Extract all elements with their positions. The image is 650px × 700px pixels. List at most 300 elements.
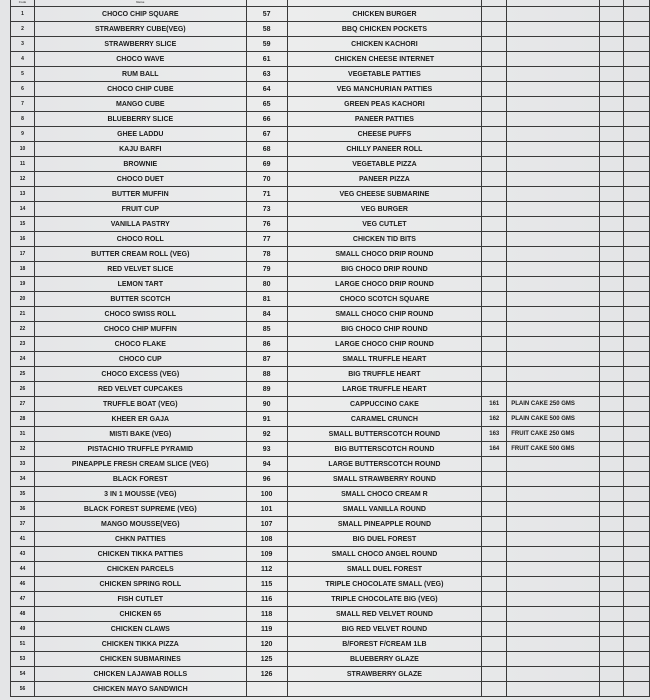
table-row	[11, 397, 650, 412]
empty-cell	[624, 202, 650, 217]
item-code-3	[482, 457, 507, 472]
empty-cell	[600, 142, 624, 157]
empty-cell	[600, 82, 624, 97]
table-row	[11, 82, 650, 97]
table-row	[11, 262, 650, 277]
item-code: 13	[11, 187, 35, 202]
item-name: BLACK FOREST	[34, 472, 246, 487]
empty-cell	[600, 457, 624, 472]
item-name-3	[507, 7, 600, 22]
empty-cell	[624, 52, 650, 67]
item-code-2: 112	[246, 562, 287, 577]
table-row	[11, 607, 650, 622]
item-code-3	[482, 157, 507, 172]
item-name: MANGO MOUSSE(VEG)	[34, 517, 246, 532]
item-name: CHICKEN LAJAWAB ROLLS	[34, 667, 246, 682]
empty-cell	[600, 37, 624, 52]
item-code-3: 163	[482, 427, 507, 442]
empty-cell	[624, 592, 650, 607]
item-name-2: TRIPLE CHOCOLATE BIG (VEG)	[287, 592, 482, 607]
item-code-3	[482, 52, 507, 67]
table-row	[11, 172, 650, 187]
item-name-2: SMALL CHOCO DRIP ROUND	[287, 247, 482, 262]
item-code-2: 90	[246, 397, 287, 412]
table-row	[11, 157, 650, 172]
item-name-3	[507, 562, 600, 577]
empty-cell	[624, 532, 650, 547]
item-name-3	[507, 82, 600, 97]
item-code-3	[482, 367, 507, 382]
item-name: BROWNIE	[34, 157, 246, 172]
empty-cell	[600, 52, 624, 67]
item-name: CHOCO DUET	[34, 172, 246, 187]
empty-cell	[600, 652, 624, 667]
empty-cell	[624, 172, 650, 187]
empty-cell	[600, 22, 624, 37]
item-code-3	[482, 352, 507, 367]
item-name-3	[507, 517, 600, 532]
item-code: 8	[11, 112, 35, 127]
item-code-2: 125	[246, 652, 287, 667]
item-name-2: CHICKEN KACHORI	[287, 37, 482, 52]
header-name: Name	[34, 0, 246, 7]
empty-cell	[624, 7, 650, 22]
item-name: CHICKEN SUBMARINES	[34, 652, 246, 667]
item-name-2: BIG CHOCO DRIP ROUND	[287, 262, 482, 277]
empty-cell	[600, 502, 624, 517]
item-name-3: FRUIT CAKE 500 GMS	[507, 442, 600, 457]
empty-cell	[600, 682, 624, 697]
item-name-2: SMALL VANILLA ROUND	[287, 502, 482, 517]
empty-cell	[600, 7, 624, 22]
item-code-2: 85	[246, 322, 287, 337]
item-name: GHEE LADDU	[34, 127, 246, 142]
item-code-2: 91	[246, 412, 287, 427]
item-name-2: SMALL STRAWBERRY ROUND	[287, 472, 482, 487]
item-name: CHICKEN SPRING ROLL	[34, 577, 246, 592]
item-code: 35	[11, 487, 35, 502]
item-name-3	[507, 97, 600, 112]
table-row	[11, 187, 650, 202]
table-row	[11, 682, 650, 697]
item-name-3	[507, 22, 600, 37]
item-name-2: CHEESE PUFFS	[287, 127, 482, 142]
item-name-3	[507, 232, 600, 247]
table-row	[11, 532, 650, 547]
table-row	[11, 112, 650, 127]
item-name: BLACK FOREST SUPREME (VEG)	[34, 502, 246, 517]
item-code: 3	[11, 37, 35, 52]
empty-cell	[624, 232, 650, 247]
item-code: 20	[11, 292, 35, 307]
item-name: CHICKEN CLAWS	[34, 622, 246, 637]
item-name-2: PANEER PATTIES	[287, 112, 482, 127]
item-code-2: 64	[246, 82, 287, 97]
item-name-3	[507, 127, 600, 142]
item-name: LEMON TART	[34, 277, 246, 292]
item-code-3	[482, 667, 507, 682]
table-row	[11, 472, 650, 487]
item-name: CHKN PATTIES	[34, 532, 246, 547]
item-code-2: 126	[246, 667, 287, 682]
table-row	[11, 442, 650, 457]
item-code-3	[482, 277, 507, 292]
item-code: 44	[11, 562, 35, 577]
empty-cell	[624, 187, 650, 202]
table-row	[11, 457, 650, 472]
item-name-2: PANEER PIZZA	[287, 172, 482, 187]
item-name-3	[507, 202, 600, 217]
item-code-2: 63	[246, 67, 287, 82]
empty-cell	[624, 22, 650, 37]
item-code-3	[482, 622, 507, 637]
item-name: MANGO CUBE	[34, 97, 246, 112]
empty-cell	[600, 307, 624, 322]
empty-cell	[624, 67, 650, 82]
item-code-2: 88	[246, 367, 287, 382]
item-code-3	[482, 97, 507, 112]
item-code-2: 57	[246, 7, 287, 22]
item-code-3: 164	[482, 442, 507, 457]
item-name-3	[507, 367, 600, 382]
item-name-2: CHOCO SCOTCH SQUARE	[287, 292, 482, 307]
item-code: 23	[11, 337, 35, 352]
empty-cell	[624, 37, 650, 52]
item-code-3: 161	[482, 397, 507, 412]
empty-cell	[624, 352, 650, 367]
item-code-3	[482, 172, 507, 187]
item-name-2: LARGE CHOCO DRIP ROUND	[287, 277, 482, 292]
item-name-2: CHICKEN TID BITS	[287, 232, 482, 247]
item-name-2: SMALL CHOCO CHIP ROUND	[287, 307, 482, 322]
item-code: 5	[11, 67, 35, 82]
item-name-3	[507, 487, 600, 502]
item-name: CHOCO FLAKE	[34, 337, 246, 352]
item-code-3	[482, 37, 507, 52]
item-name-3	[507, 217, 600, 232]
item-code-3	[482, 382, 507, 397]
menu-table	[10, 0, 650, 697]
table-row	[11, 97, 650, 112]
empty-cell	[624, 292, 650, 307]
empty-cell	[600, 382, 624, 397]
item-name-2: BBQ CHICKEN POCKETS	[287, 22, 482, 37]
item-name: RED VELVET SLICE	[34, 262, 246, 277]
item-name: RED VELVET CUPCAKES	[34, 382, 246, 397]
item-code: 18	[11, 262, 35, 277]
item-code-3	[482, 337, 507, 352]
item-code-2: 101	[246, 502, 287, 517]
item-name: CHOCO CHIP CUBE	[34, 82, 246, 97]
table-row	[11, 7, 650, 22]
empty-cell	[624, 217, 650, 232]
item-code-3	[482, 7, 507, 22]
item-name: CHOCO ROLL	[34, 232, 246, 247]
item-code-3	[482, 67, 507, 82]
item-name: CHOCO CHIP SQUARE	[34, 7, 246, 22]
item-code: 1	[11, 7, 35, 22]
item-name-3	[507, 682, 600, 697]
table-row	[11, 217, 650, 232]
item-name-3	[507, 667, 600, 682]
empty-cell	[600, 337, 624, 352]
item-code-2	[246, 682, 287, 697]
empty-cell	[600, 127, 624, 142]
item-code-3	[482, 502, 507, 517]
item-code-2: 77	[246, 232, 287, 247]
item-name-3	[507, 37, 600, 52]
empty-cell	[624, 412, 650, 427]
empty-cell	[600, 442, 624, 457]
item-name-3	[507, 502, 600, 517]
empty-cell	[624, 517, 650, 532]
empty-cell	[624, 262, 650, 277]
item-code-3	[482, 262, 507, 277]
item-code-3: 162	[482, 412, 507, 427]
item-name-3: FRUIT CAKE 250 GMS	[507, 427, 600, 442]
table-row	[11, 22, 650, 37]
item-code-3	[482, 472, 507, 487]
item-code-2: 118	[246, 607, 287, 622]
item-name: CHOCO CHIP MUFFIN	[34, 322, 246, 337]
empty-cell	[600, 247, 624, 262]
item-code: 16	[11, 232, 35, 247]
item-code: 22	[11, 322, 35, 337]
empty-cell	[624, 472, 650, 487]
item-code-2: 68	[246, 142, 287, 157]
table-row	[11, 247, 650, 262]
item-name-2: VEG CHEESE SUBMARINE	[287, 187, 482, 202]
empty-cell	[600, 622, 624, 637]
table-row	[11, 127, 650, 142]
item-code-2: 120	[246, 637, 287, 652]
item-name-3	[507, 157, 600, 172]
item-code-3	[482, 322, 507, 337]
item-name-2: STRAWBERRY GLAZE	[287, 667, 482, 682]
empty-cell	[624, 667, 650, 682]
item-name-2: SMALL CHOCO CREAM R	[287, 487, 482, 502]
empty-cell	[624, 607, 650, 622]
item-name: CHOCO SWISS ROLL	[34, 307, 246, 322]
item-name-3	[507, 277, 600, 292]
empty-cell	[624, 637, 650, 652]
item-name-2: VEG MANCHURIAN PATTIES	[287, 82, 482, 97]
empty-cell	[624, 562, 650, 577]
empty-cell	[624, 397, 650, 412]
item-name-3	[507, 592, 600, 607]
item-name-3	[507, 622, 600, 637]
item-code: 7	[11, 97, 35, 112]
item-code-3	[482, 562, 507, 577]
item-code-2: 100	[246, 487, 287, 502]
table-row	[11, 487, 650, 502]
empty-cell	[600, 397, 624, 412]
item-code-2: 69	[246, 157, 287, 172]
empty-cell	[600, 112, 624, 127]
item-name-3	[507, 67, 600, 82]
item-name: BUTTER SCOTCH	[34, 292, 246, 307]
item-name-2: SMALL DUEL FOREST	[287, 562, 482, 577]
item-name-3	[507, 637, 600, 652]
item-code-2: 70	[246, 172, 287, 187]
item-name-2: CHICKEN CHEESE INTERNET	[287, 52, 482, 67]
empty-cell	[624, 307, 650, 322]
item-name: TRUFFLE BOAT (VEG)	[34, 397, 246, 412]
empty-cell	[600, 667, 624, 682]
empty-cell	[600, 532, 624, 547]
item-name: FRUIT CUP	[34, 202, 246, 217]
empty-cell	[600, 427, 624, 442]
item-name-3: PLAIN CAKE 500 GMS	[507, 412, 600, 427]
item-code: 34	[11, 472, 35, 487]
item-name: CHOCO WAVE	[34, 52, 246, 67]
item-name-2: TRIPLE CHOCOLATE SMALL (VEG)	[287, 577, 482, 592]
item-name-3	[507, 607, 600, 622]
item-code: 28	[11, 412, 35, 427]
item-name-2: BIG RED VELVET ROUND	[287, 622, 482, 637]
item-code-2: 59	[246, 37, 287, 52]
table-row	[11, 412, 650, 427]
item-code-2: 78	[246, 247, 287, 262]
item-code-3	[482, 292, 507, 307]
item-name-3	[507, 352, 600, 367]
item-code-3	[482, 247, 507, 262]
item-code-2: 115	[246, 577, 287, 592]
item-name-2: BIG CHOCO CHIP ROUND	[287, 322, 482, 337]
item-code-2: 86	[246, 337, 287, 352]
item-name-2: CAPPUCCINO CAKE	[287, 397, 482, 412]
item-name: KHEER ER GAJA	[34, 412, 246, 427]
item-name: CHICKEN TIKKA PATTIES	[34, 547, 246, 562]
item-name-2: SMALL TRUFFLE HEART	[287, 352, 482, 367]
empty-cell	[600, 232, 624, 247]
empty-cell	[624, 487, 650, 502]
item-code-3	[482, 532, 507, 547]
table-row	[11, 577, 650, 592]
empty-cell	[600, 322, 624, 337]
item-code-3	[482, 547, 507, 562]
item-name: FISH CUTLET	[34, 592, 246, 607]
item-name-2: CARAMEL CRUNCH	[287, 412, 482, 427]
item-name-3	[507, 577, 600, 592]
item-name-3	[507, 52, 600, 67]
table-row	[11, 652, 650, 667]
item-code: 14	[11, 202, 35, 217]
empty-cell	[624, 277, 650, 292]
item-code: 10	[11, 142, 35, 157]
item-name-2: LARGE BUTTERSCOTCH ROUND	[287, 457, 482, 472]
item-code-2: 65	[246, 97, 287, 112]
item-code: 48	[11, 607, 35, 622]
item-code: 11	[11, 157, 35, 172]
item-code: 9	[11, 127, 35, 142]
item-code-3	[482, 127, 507, 142]
item-name: BUTTER MUFFIN	[34, 187, 246, 202]
item-code-3	[482, 577, 507, 592]
empty-cell	[624, 547, 650, 562]
item-name-3	[507, 652, 600, 667]
item-code-3	[482, 202, 507, 217]
item-code-2: 92	[246, 427, 287, 442]
item-code-3	[482, 517, 507, 532]
item-code-2: 58	[246, 22, 287, 37]
item-code: 21	[11, 307, 35, 322]
item-code-3	[482, 142, 507, 157]
item-name-3	[507, 307, 600, 322]
item-code: 32	[11, 442, 35, 457]
item-name: BLUEBERRY SLICE	[34, 112, 246, 127]
empty-cell	[600, 67, 624, 82]
empty-cell	[624, 457, 650, 472]
empty-cell	[600, 172, 624, 187]
table-row	[11, 337, 650, 352]
table-row	[11, 322, 650, 337]
item-name-3	[507, 337, 600, 352]
item-code-2: 84	[246, 307, 287, 322]
item-name-2: SMALL PINEAPPLE ROUND	[287, 517, 482, 532]
item-name-2: VEG BURGER	[287, 202, 482, 217]
item-code-3	[482, 592, 507, 607]
item-code-3	[482, 22, 507, 37]
empty-cell	[600, 487, 624, 502]
item-name-2: CHICKEN BURGER	[287, 7, 482, 22]
empty-cell	[600, 262, 624, 277]
item-name-3	[507, 547, 600, 562]
item-code: 12	[11, 172, 35, 187]
item-name-3: PLAIN CAKE 250 GMS	[507, 397, 600, 412]
table-row	[11, 427, 650, 442]
item-code-2: 67	[246, 127, 287, 142]
item-code: 17	[11, 247, 35, 262]
item-name-3	[507, 322, 600, 337]
empty-cell	[624, 682, 650, 697]
item-name: CHICKEN PARCELS	[34, 562, 246, 577]
item-code: 26	[11, 382, 35, 397]
empty-cell	[600, 277, 624, 292]
item-code-2: 96	[246, 472, 287, 487]
item-code: 54	[11, 667, 35, 682]
table-row	[11, 622, 650, 637]
table-row	[11, 202, 650, 217]
table-row	[11, 637, 650, 652]
item-code-3	[482, 652, 507, 667]
item-name-3	[507, 292, 600, 307]
empty-cell	[600, 202, 624, 217]
item-code-3	[482, 187, 507, 202]
item-code: 43	[11, 547, 35, 562]
empty-cell	[624, 337, 650, 352]
table-row	[11, 292, 650, 307]
item-name: RUM BALL	[34, 67, 246, 82]
item-name: PINEAPPLE FRESH CREAM SLICE (VEG)	[34, 457, 246, 472]
empty-cell	[624, 367, 650, 382]
empty-cell	[600, 607, 624, 622]
item-code-2: 93	[246, 442, 287, 457]
item-name: MISTI BAKE (VEG)	[34, 427, 246, 442]
item-name-3	[507, 382, 600, 397]
item-code: 31	[11, 427, 35, 442]
item-name-2	[287, 682, 482, 697]
item-name-2: BIG DUEL FOREST	[287, 532, 482, 547]
item-code: 19	[11, 277, 35, 292]
item-code-3	[482, 607, 507, 622]
empty-cell	[624, 652, 650, 667]
item-code-2: 116	[246, 592, 287, 607]
item-code: 2	[11, 22, 35, 37]
item-name: PISTACHIO TRUFFLE PYRAMID	[34, 442, 246, 457]
item-name-2: BIG BUTTERSCOTCH ROUND	[287, 442, 482, 457]
item-code-3	[482, 82, 507, 97]
